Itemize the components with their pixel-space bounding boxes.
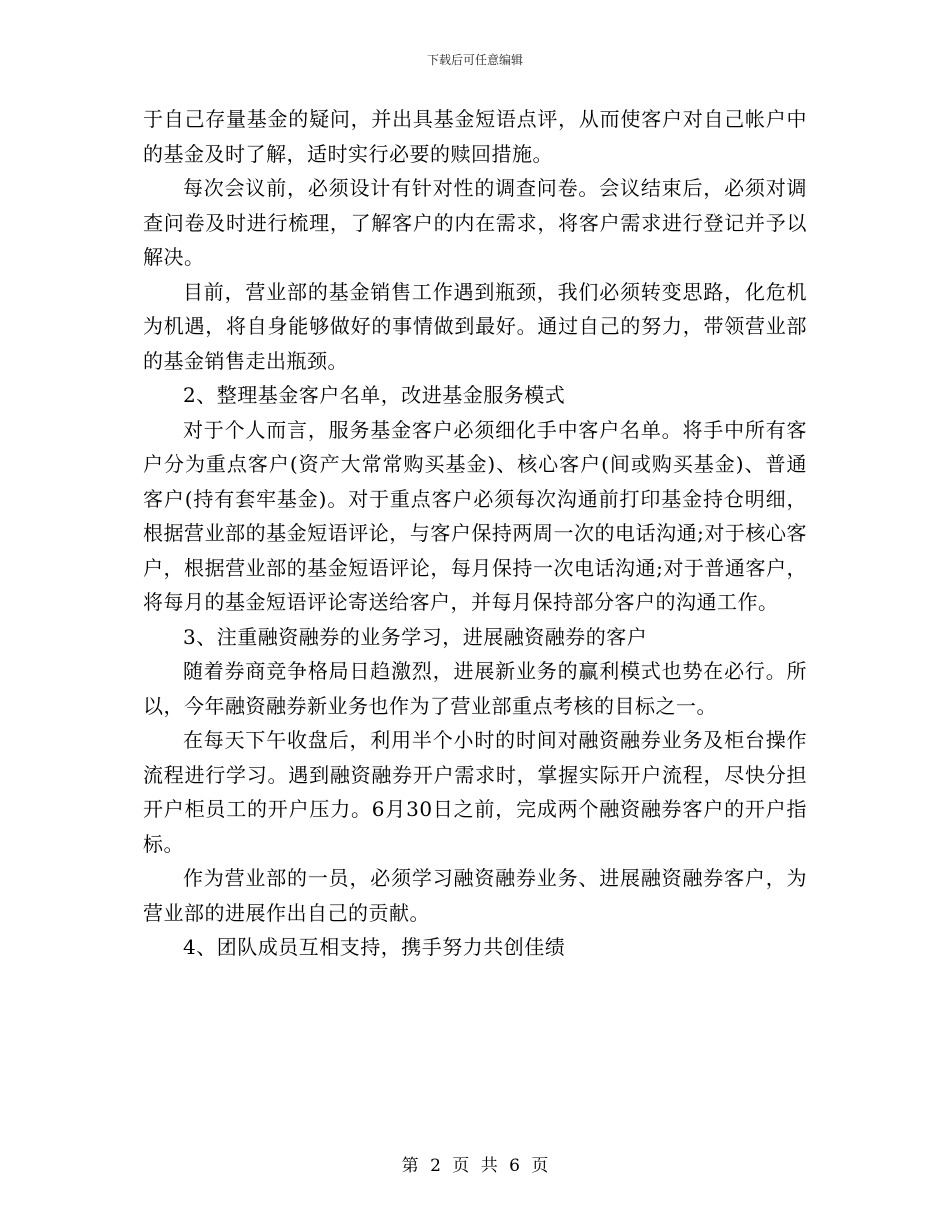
paragraph-3: 目前，营业部的基金销售工作遇到瓶颈，我们必须转变思路，化危机为机遇，将自身能够做好的事情做到最好。通过自己的努力，带领营业部的基金销售走出瓶颈。: [143, 279, 807, 373]
section-heading-3: 3、注重融资融券的业务学习，进展融资融券的客户: [183, 624, 648, 649]
document-body: [143, 102, 807, 965]
paragraph-2: 每次会议前，必须设计有针对性的调查问卷。会议结束后，必须对调查问卷及时进行梳理，了解客户的内在需求，将客户需求进行登记并予以解决。: [143, 176, 807, 269]
page-header: 下载后可任意编辑: [426, 53, 523, 67]
section-heading-4: 4、团队成员互相支持，携手努力共创佳绩: [183, 935, 566, 959]
page-number-footer: 第 2 页 共 6 页: [401, 1156, 549, 1176]
paragraph-6: 在每天下午收盘后，利用半个小时的时间对融资融券业务及柜台操作流程进行学习。遇到融资融券开户需求时，掌握实际开户流程，尽快分担开户柜员工的开户压力。6月30日之前，完成两个融资融券客户的开户指标。: [143, 728, 807, 856]
paragraph-1: 于自己存量基金的疑问，并出具基金短语点评，从而使客户对自己帐户中的基金及时了解，适时实行必要的赎回措施。: [143, 107, 807, 166]
paragraph-5: 随着券商竞争格局日趋激烈，进展新业务的赢利模式也势在必行。所以，今年融资融券新业务也作为了营业部重点考核的目标之一。: [143, 659, 807, 718]
paragraph-7: 作为营业部的一员，必须学习融资融券业务、进展融资融券客户，为营业部的进展作出自己的贡献。: [143, 866, 807, 925]
section-heading-2: 2、整理基金客户名单，改进基金服务模式: [183, 383, 566, 407]
paragraph-4: 对于个人而言，服务基金客户必须细化手中客户名单。将手中所有客户分为重点客户(资产大常常购买基金)、核心客户(间或购买基金)、普通客户(持有套牢基金)。对于重点客户必须每次沟通前打印基金持仓明细，根据营业部的基金短语评论，与客户保持两周一次的电话沟通;对于核心客户，根据营业部的基金短语评论，每月保持一次电话沟通;对于普通客户，将每月的基金短语评论寄送给客户，并每月保持部分客户的沟通工作。: [143, 417, 807, 614]
